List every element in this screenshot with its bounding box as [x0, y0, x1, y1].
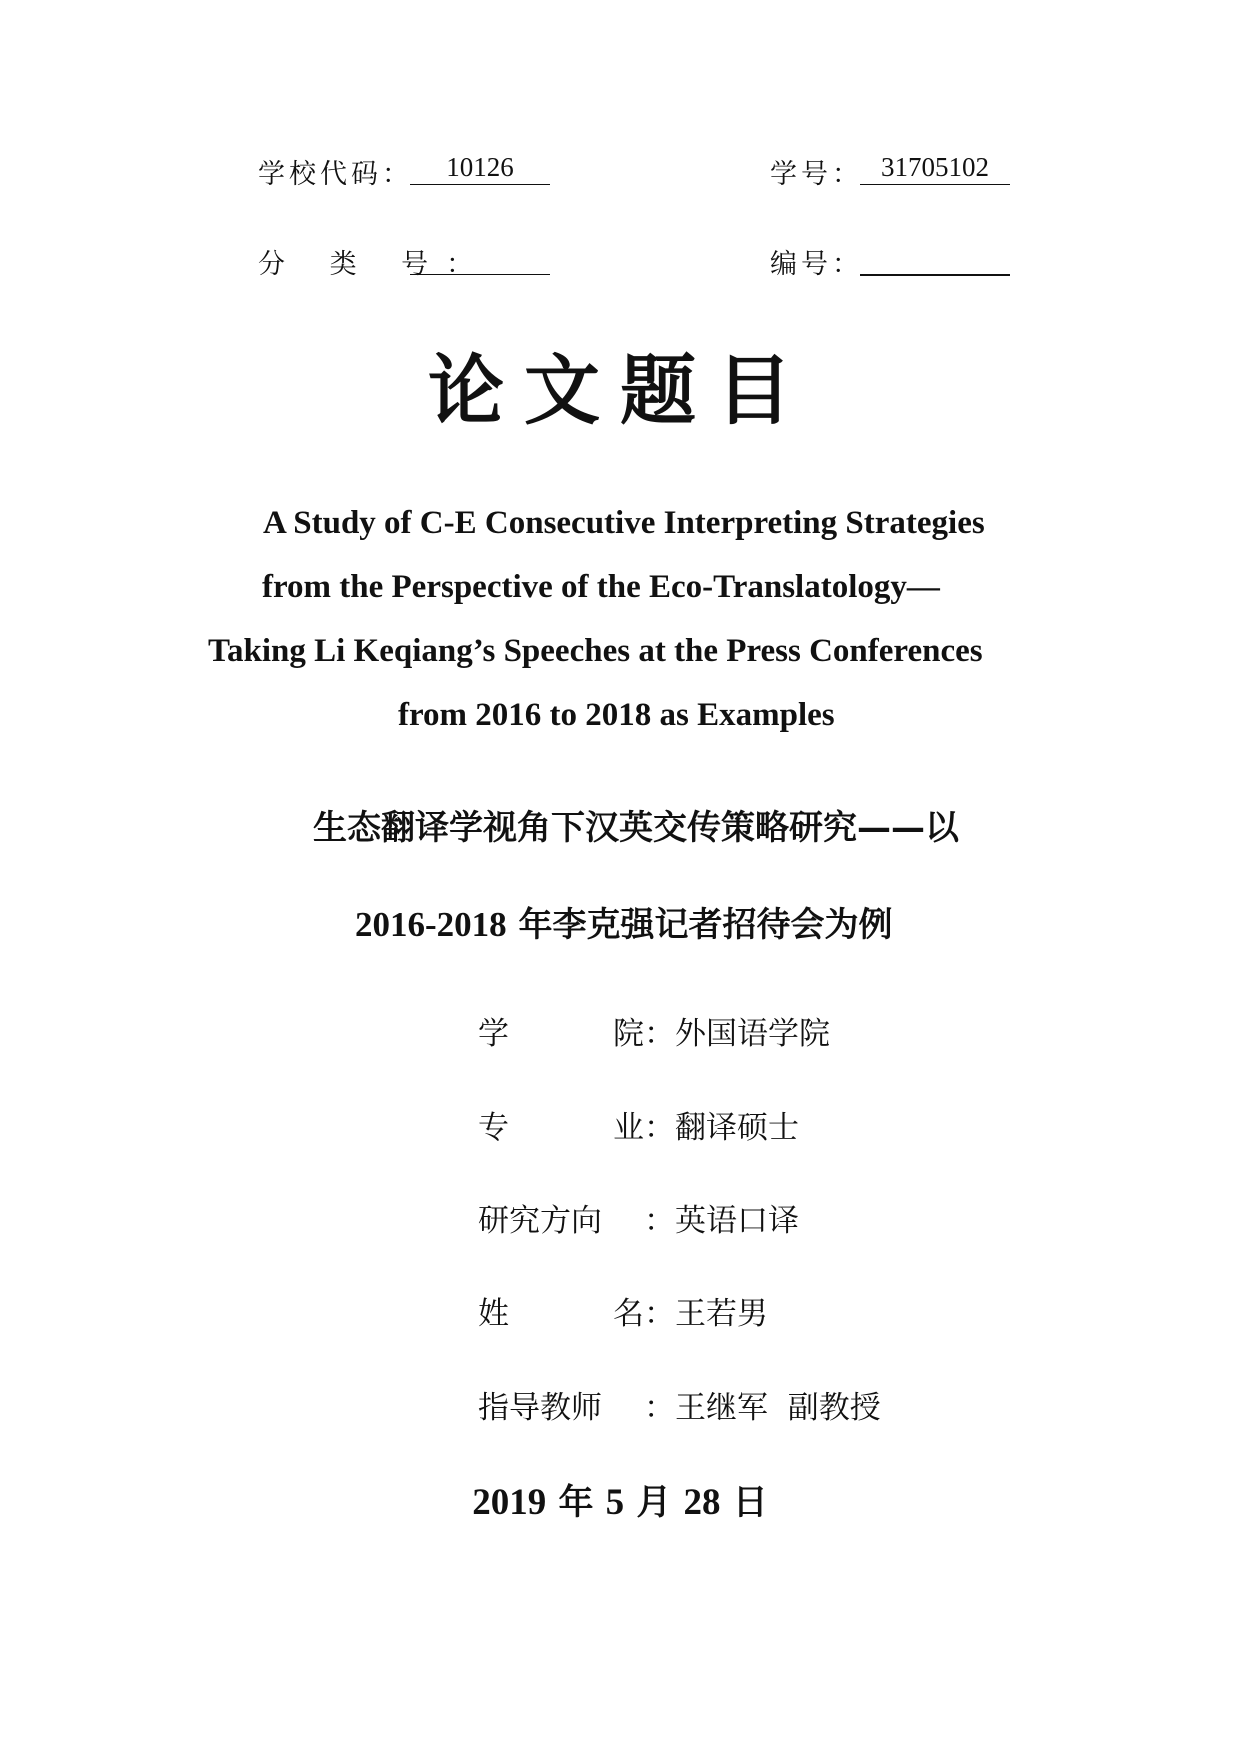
- student-id-label: 学号：: [770, 159, 863, 190]
- chinese-subtitle-line-2: [355, 897, 893, 946]
- college-value: ：外国语学院: [644, 1016, 830, 1052]
- advisor-label: 指导教师: [478, 1390, 602, 1426]
- name-label: 姓 名: [478, 1296, 644, 1332]
- serial-label: 编号：: [770, 249, 863, 280]
- chinese-subtitle-line-1: 生态翻译学视角下汉英交传策略研究——以: [313, 808, 959, 848]
- major-label: 专 业: [478, 1110, 644, 1146]
- date-year-unit: 年: [558, 1483, 594, 1523]
- school-code-label: 学校代码：: [258, 159, 413, 190]
- classification-value: [410, 240, 550, 275]
- name-value: ：王若男: [644, 1296, 768, 1332]
- info-college-row: [478, 1008, 830, 1053]
- student-id-value: 31705102: [860, 150, 1010, 185]
- english-title-line-4: from 2016 to 2018 as Examples: [398, 697, 835, 733]
- subtitle-years: 2016-2018: [355, 905, 507, 944]
- classification-label: 分 类 号：: [258, 249, 492, 280]
- date-day-unit: 日: [732, 1483, 768, 1523]
- date-day: 28: [683, 1482, 721, 1523]
- direction-value: ：英语口译: [644, 1203, 799, 1239]
- date-month-unit: 月: [636, 1483, 672, 1523]
- date-month: 5: [605, 1482, 625, 1523]
- english-title-line-1: A Study of C-E Consecutive Interpreting Strategies: [263, 505, 985, 541]
- date-year: 2019: [472, 1482, 547, 1523]
- serial-value: [860, 240, 1010, 276]
- major-value: ：翻译硕士: [644, 1110, 799, 1146]
- submission-date: [0, 1475, 1240, 1525]
- english-title-line-2: from the Perspective of the Eco-Translatology—: [262, 569, 940, 605]
- college-label: 学 院: [478, 1016, 644, 1052]
- info-advisor-row: [478, 1382, 881, 1427]
- info-direction-row: [478, 1195, 799, 1240]
- subtitle-text: 年李克强记者招待会为例: [518, 905, 893, 945]
- direction-label: 研究方向: [478, 1203, 602, 1239]
- school-code-value: 10126: [410, 150, 550, 185]
- thesis-title-heading: 论文题目: [428, 346, 812, 435]
- info-name-row: [478, 1288, 768, 1333]
- advisor-value: ：王继军 副教授: [644, 1390, 881, 1426]
- info-major-row: [478, 1102, 799, 1147]
- english-title-line-3: Taking Li Keqiang’s Speeches at the Press Conferences: [208, 633, 983, 669]
